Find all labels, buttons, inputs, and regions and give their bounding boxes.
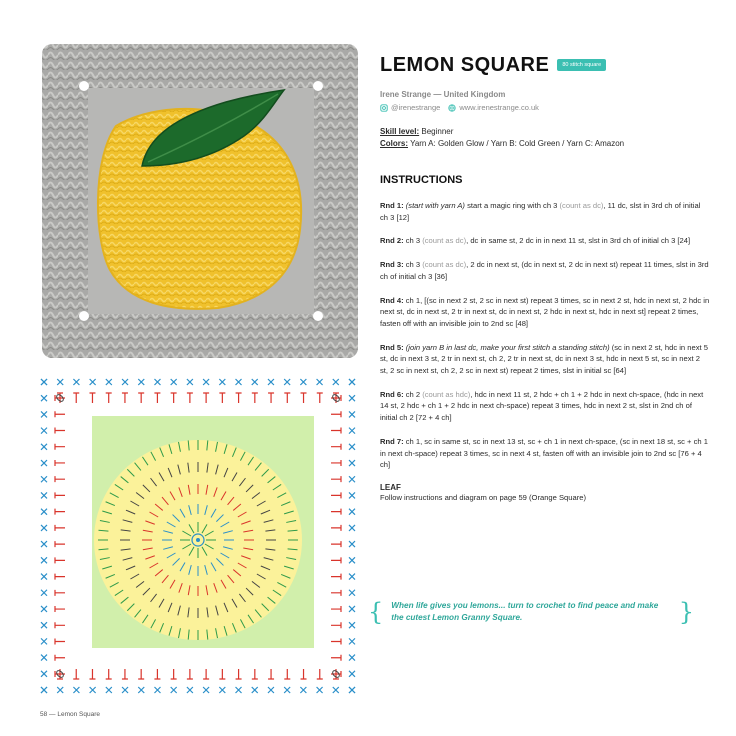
round-6 <box>380 389 710 424</box>
round-text: (join yarn B in last dc, make your first stitch a standing stitch) <box>405 342 610 352</box>
chart-sc-symbol <box>41 444 47 450</box>
chart-hdc-symbol <box>55 460 65 466</box>
chart-sc-symbol <box>171 379 177 385</box>
chart-sc-symbol <box>333 687 339 693</box>
chart-sc-symbol <box>41 411 47 417</box>
round-5 <box>380 342 710 377</box>
designer-links <box>380 103 710 112</box>
chart-hdc-symbol <box>301 393 307 403</box>
chart-hdc-symbol <box>331 525 341 531</box>
chart-hdc-symbol <box>89 393 95 403</box>
chart-sc-symbol <box>300 687 306 693</box>
round-text: , 2 dc in next st, (dc in next st, 2 dc in next st) repeat 11 times, slst in 3rd ch of initial ch 3 [36] <box>380 260 709 281</box>
chart-sc-symbol <box>41 492 47 498</box>
chart-hdc-symbol <box>55 541 65 547</box>
chart-hdc-symbol <box>106 393 112 403</box>
chart-sc-symbol <box>122 687 128 693</box>
chart-hdc-symbol <box>331 622 341 628</box>
chart-sc-symbol <box>41 509 47 515</box>
round-3 <box>380 259 710 282</box>
lemon-square-photo <box>38 40 362 362</box>
skill-line <box>380 126 710 138</box>
chart-sc-symbol <box>106 379 112 385</box>
chart-sc-symbol <box>187 687 193 693</box>
colors-line <box>380 138 710 150</box>
chart-sc-symbol <box>284 687 290 693</box>
chart-sc-symbol <box>122 379 128 385</box>
round-text: (start with yarn A) <box>405 201 465 210</box>
chart-sc-symbol <box>219 687 225 693</box>
quote-open-brace: { <box>368 598 384 626</box>
chart-sc-symbol <box>349 428 355 434</box>
chart-hdc-symbol <box>187 393 193 403</box>
chart-sc-symbol <box>57 687 63 693</box>
chart-sc-symbol <box>349 671 355 677</box>
chart-sc-symbol <box>41 557 47 563</box>
chart-sc-symbol <box>90 687 96 693</box>
round-text: ch 1, sc in same st, sc in next 13 st, sc + ch 1 in next ch-space, (sc in next 18 st, sc + ch 1 in next ch-space) repeat 3 times, sc in next 4 st, fasten off with an invisible join to 2nd sc [76 + 4 ch] <box>380 436 708 470</box>
chart-sc-symbol <box>284 379 290 385</box>
chart-hdc-symbol <box>55 590 65 596</box>
chart-hdc-symbol <box>331 444 341 450</box>
chart-hdc-symbol <box>203 669 209 679</box>
chart-sc-symbol <box>236 687 242 693</box>
chart-sc-symbol <box>41 541 47 547</box>
chart-sc-symbol <box>203 379 209 385</box>
chart-sc-symbol <box>203 687 209 693</box>
chart-center <box>196 538 200 542</box>
chart-hdc-symbol <box>55 444 65 450</box>
chart-sc-symbol <box>300 379 306 385</box>
pattern-text-column <box>380 52 710 503</box>
chart-sc-symbol <box>57 379 63 385</box>
chart-hdc-symbol <box>219 669 225 679</box>
chart-hdc-symbol <box>55 606 65 612</box>
chart-hdc-symbol <box>55 525 65 531</box>
chart-hdc-symbol <box>73 393 79 403</box>
chart-sc-symbol <box>349 476 355 482</box>
chart-hdc-symbol <box>331 476 341 482</box>
chart-hdc-symbol <box>236 669 242 679</box>
chart-hdc-symbol <box>252 669 258 679</box>
stitch-count-badge: 80 stitch square <box>557 59 606 71</box>
chart-sc-symbol <box>41 574 47 580</box>
chart-hdc-symbol <box>331 557 341 563</box>
chart-hdc-symbol <box>331 411 341 417</box>
page-footer: 58 — Lemon Square <box>40 711 100 718</box>
chart-sc-symbol <box>41 671 47 677</box>
chart-sc-symbol <box>349 655 355 661</box>
meta-info <box>380 126 710 150</box>
chart-sc-symbol <box>219 379 225 385</box>
chart-hdc-symbol <box>122 669 128 679</box>
chart-hdc-symbol <box>55 411 65 417</box>
chart-hdc-symbol <box>154 669 160 679</box>
chart-sc-symbol <box>41 395 47 401</box>
chart-sc-symbol <box>138 687 144 693</box>
chart-sc-symbol <box>236 379 242 385</box>
chart-sc-symbol <box>349 444 355 450</box>
chart-sc-symbol <box>349 622 355 628</box>
title-row <box>380 52 710 78</box>
colors-label: Colors: <box>380 139 408 148</box>
designer-name: Irene Strange — United Kingdom <box>380 90 506 99</box>
website-url: www.irenestrange.co.uk <box>459 103 539 112</box>
chart-hdc-symbol <box>268 669 274 679</box>
chart-sc-symbol <box>41 638 47 644</box>
chart-hdc-symbol <box>331 460 341 466</box>
chart-sc-symbol <box>73 687 79 693</box>
chart-hdc-symbol <box>203 393 209 403</box>
chart-hdc-symbol <box>55 476 65 482</box>
chart-hdc-symbol <box>331 541 341 547</box>
chart-sc-symbol <box>90 379 96 385</box>
chart-sc-symbol <box>349 687 355 693</box>
leaf-text: Follow instructions and diagram on page 59 (Orange Square) <box>380 492 586 502</box>
crochet-diagram <box>34 372 362 700</box>
chart-sc-symbol <box>317 379 323 385</box>
chart-sc-symbol <box>349 379 355 385</box>
instagram-icon <box>380 104 388 112</box>
chart-sc-symbol <box>73 379 79 385</box>
chart-sc-symbol <box>41 460 47 466</box>
round-label: Rnd 7: <box>380 436 404 446</box>
round-text: (count as hdc) <box>422 389 471 399</box>
chart-sc-symbol <box>349 574 355 580</box>
chart-hdc-symbol <box>331 590 341 596</box>
chart-hdc-symbol <box>55 492 65 498</box>
chart-sc-symbol <box>41 476 47 482</box>
chart-sc-symbol <box>41 622 47 628</box>
colors-value: Yarn A: Golden Glow / Yarn B: Cold Green / Yarn C: Amazon <box>410 139 625 148</box>
quote-box <box>368 600 694 624</box>
chart-hdc-symbol <box>331 509 341 515</box>
instructions-heading: INSTRUCTIONS <box>380 174 463 186</box>
round-label: Rnd 2: <box>380 236 404 246</box>
round-label: Rnd 5: <box>380 342 404 352</box>
chart-sc-symbol <box>349 590 355 596</box>
round-text: ch 3 <box>403 236 423 246</box>
chart-sc-symbol <box>41 525 47 531</box>
chart-hdc-symbol <box>138 393 144 403</box>
chart-sc-symbol <box>349 395 355 401</box>
quote-text: When life gives you lemons... turn to crochet to find peace and make the cutest Lemon Granny Square. <box>391 601 659 622</box>
round-text: ch 3 <box>403 260 423 270</box>
chart-hdc-symbol <box>317 393 323 403</box>
round-7 <box>380 436 710 471</box>
chart-hdc-symbol <box>236 393 242 403</box>
round-text: , 11 dc, slst in 3rd ch of initial ch 3 [12] <box>380 201 701 222</box>
chart-sc-symbol <box>106 687 112 693</box>
chart-hdc-symbol <box>284 669 290 679</box>
chart-sc-symbol <box>333 379 339 385</box>
chart-hdc-symbol <box>331 606 341 612</box>
chart-hdc-symbol <box>317 669 323 679</box>
chart-sc-symbol <box>41 590 47 596</box>
chart-hdc-symbol <box>331 655 341 661</box>
round-text: (count as dc) <box>422 236 467 246</box>
round-text: , dc in same st, 2 dc in in next 11 st, slst in 3rd ch of initial ch 3 [24] <box>466 236 691 246</box>
chart-sc-symbol <box>349 638 355 644</box>
chart-sc-symbol <box>349 509 355 515</box>
chart-hdc-symbol <box>219 393 225 403</box>
chart-hdc-symbol <box>55 557 65 563</box>
chart-hdc-symbol <box>268 393 274 403</box>
chart-hdc-symbol <box>154 393 160 403</box>
chart-sc-symbol <box>349 411 355 417</box>
website-link[interactable] <box>448 103 539 112</box>
chart-hdc-symbol <box>55 427 65 433</box>
chart-hdc-symbol <box>171 669 177 679</box>
chart-hdc-symbol <box>187 669 193 679</box>
chart-sc-symbol <box>252 687 258 693</box>
chart-hdc-symbol <box>106 669 112 679</box>
chart-sc-symbol <box>349 492 355 498</box>
instagram-handle: @irenestrange <box>391 103 441 112</box>
chart-hdc-symbol <box>331 639 341 645</box>
round-label: Rnd 4: <box>380 295 404 305</box>
skill-label: Skill level: <box>380 127 420 136</box>
round-label: Rnd 3: <box>380 260 404 270</box>
round-text: (count as dc) <box>559 201 604 210</box>
chart-hdc-symbol <box>284 393 290 403</box>
chart-sc-symbol <box>349 541 355 547</box>
chart-hdc-symbol <box>55 639 65 645</box>
chart-sc-symbol <box>41 655 47 661</box>
chart-hdc-symbol <box>73 669 79 679</box>
skill-value: Beginner <box>421 127 454 136</box>
round-text: ch 2 <box>403 389 423 399</box>
globe-icon <box>448 104 456 112</box>
chart-sc-symbol <box>41 606 47 612</box>
chart-sc-symbol <box>41 379 47 385</box>
chart-hdc-symbol <box>55 509 65 515</box>
chart-sc-symbol <box>317 687 323 693</box>
page-title: LEMON SQUARE <box>380 53 550 76</box>
round-text: ch 1, [(sc in next 2 st, 2 sc in next st) repeat 3 times, sc in next 2 st, hdc in next st, 2 hdc in next st, dc in next st, 2 tr in next st, dc in next st, 2 hdc in next st, hdc in next st] repeat 2 times, fasten off with an invisible join to 2nd sc [48] <box>380 295 710 328</box>
chart-sc-symbol <box>349 606 355 612</box>
round-text: (count as dc) <box>422 260 467 270</box>
chart-sc-symbol <box>268 687 274 693</box>
chart-hdc-symbol <box>138 669 144 679</box>
instagram-link[interactable] <box>380 103 440 112</box>
chart-hdc-symbol <box>122 393 128 403</box>
chart-hdc-symbol <box>55 655 65 661</box>
round-text: , hdc in next 11 st, 2 hdc + ch 1 + 2 hdc in next ch-space, (hdc in next 14 st, 2 hdc + ch 1 + 2 hdc in next ch-space) repeat 3 times, hdc in next 2 st, slst in 2nd ch of initial ch 2 [72 + 4 ch] <box>380 389 704 423</box>
round-text: start a magic ring with ch 3 <box>464 201 560 210</box>
round-text: (sc in next 2 st, hdc in next 5 st, dc in next 3 st, 2 tr in next st, ch 2, 2 tr in next st, dc in next 3 st, hdc in next 5 st, sc in next 2 st, 2 sc in next st, ch 2, 2 sc in next st) repeat 2 times, slst in initial sc [64] <box>380 342 708 376</box>
round-4 <box>380 295 710 330</box>
chart-hdc-symbol <box>55 574 65 580</box>
chart-hdc-symbol <box>301 669 307 679</box>
chart-sc-symbol <box>349 460 355 466</box>
round-label: Rnd 6: <box>380 389 404 399</box>
chart-sc-symbol <box>187 379 193 385</box>
chart-hdc-symbol <box>252 393 258 403</box>
chart-sc-symbol <box>349 525 355 531</box>
chart-hdc-symbol <box>331 574 341 580</box>
chart-hdc-symbol <box>331 492 341 498</box>
round-1 <box>380 200 710 223</box>
chart-hdc-symbol <box>171 393 177 403</box>
chart-sc-symbol <box>138 379 144 385</box>
round-label: Rnd 1: <box>380 201 404 210</box>
chart-hdc-symbol <box>89 669 95 679</box>
chart-sc-symbol <box>252 379 258 385</box>
quote-close-brace: } <box>678 598 694 626</box>
chart-sc-symbol <box>41 428 47 434</box>
chart-sc-symbol <box>268 379 274 385</box>
leaf-heading: LEAF <box>380 482 401 492</box>
chart-sc-symbol <box>154 687 160 693</box>
chart-hdc-symbol <box>55 622 65 628</box>
chart-sc-symbol <box>349 557 355 563</box>
rounds-list <box>380 200 710 471</box>
chart-sc-symbol <box>171 687 177 693</box>
round-2 <box>380 235 710 247</box>
chart-hdc-symbol <box>331 427 341 433</box>
chart-sc-symbol <box>41 687 47 693</box>
chart-sc-symbol <box>154 379 160 385</box>
